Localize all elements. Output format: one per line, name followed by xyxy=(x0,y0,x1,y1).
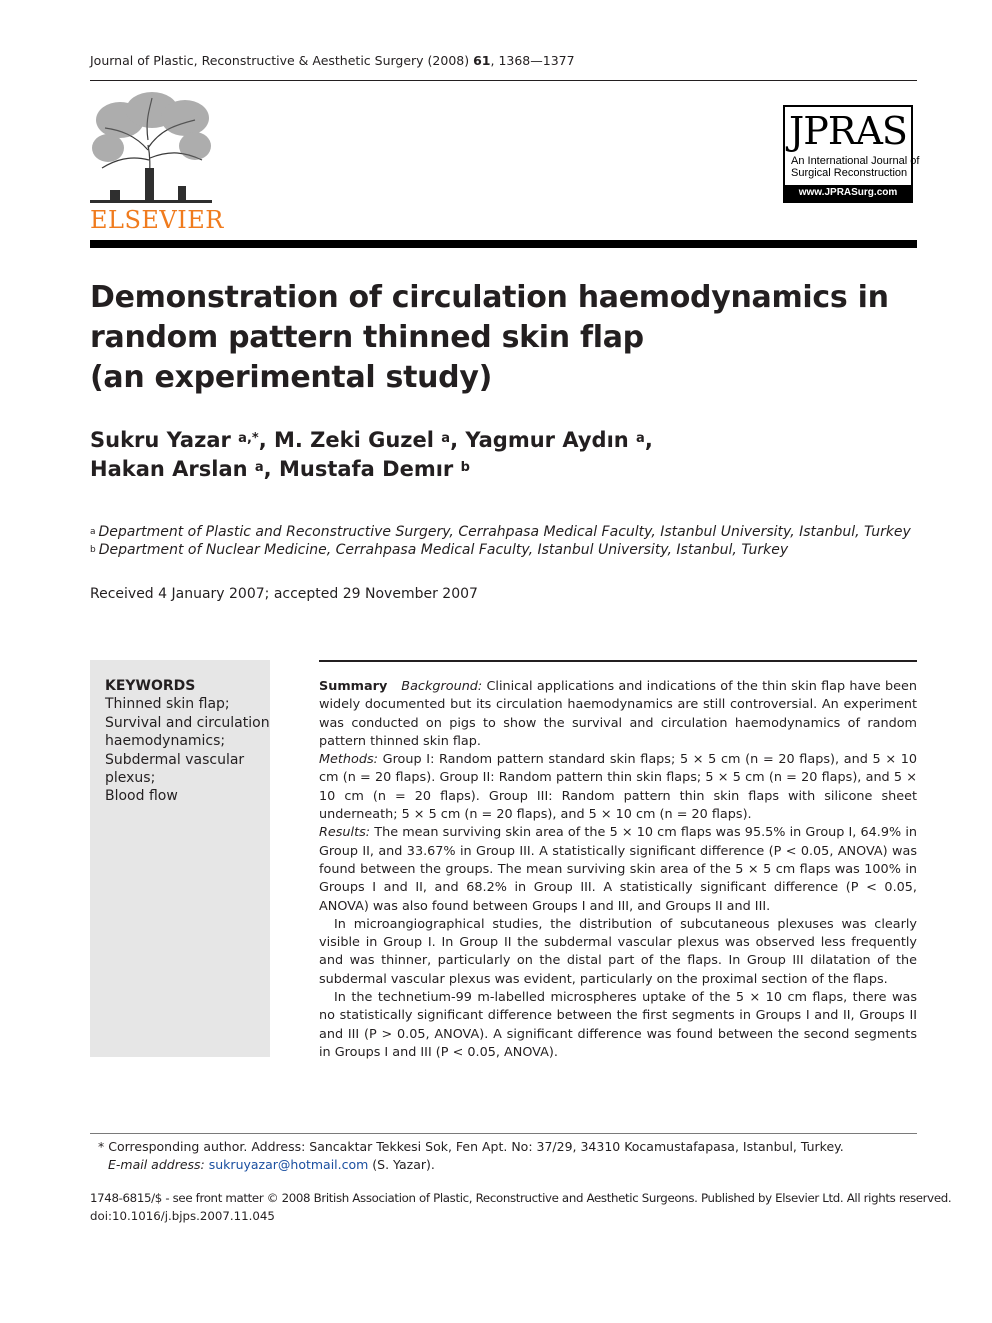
summary-results xyxy=(319,824,917,915)
author-affiliation-mark: a,* xyxy=(238,431,259,446)
doi-link[interactable]: doi:10.1016/j.bjps.2007.11.045 xyxy=(90,1208,275,1223)
title-line: (an experimental study) xyxy=(90,360,493,395)
email-link[interactable]: sukruyazar@hotmail.com xyxy=(208,1156,369,1172)
affiliation-text: Department of Nuclear Medicine, Cerrahpasa Medical Faculty, Istanbul University, Istanbul, Turkey xyxy=(98,542,789,558)
masthead-rule xyxy=(90,240,917,248)
author-name: Mustafa Demır xyxy=(278,457,454,481)
author-affiliation-mark: a xyxy=(441,431,451,446)
journal-name: Journal of Plastic, Reconstructive & Aesthetic Surgery (2008) xyxy=(90,53,474,68)
author-name: Sukru Yazar xyxy=(90,428,231,452)
summary-background xyxy=(319,678,917,751)
methods-label: Methods: xyxy=(319,752,378,768)
email-suffix: (S. Yazar). xyxy=(368,1156,435,1172)
methods-text: Group I: Random pattern standard skin flaps; 5 × 5 cm (n = 20 flaps), and 5 × 10 cm (n = 20 flaps). Group II: Random pattern thin skin flaps; 5 × 5 cm (n = 20 flaps), and 5 × 10 cm (n = 20 flaps). Group III: Random pattern thin skin flaps with silicone sheet underneath; 5 × 5 cm (n = 20 flaps), and 5 × 10 cm (n = 20 flaps). xyxy=(319,752,917,823)
results-label: Results: xyxy=(319,825,371,841)
background-label: Background: xyxy=(401,679,483,694)
jpras-subtitle-line1: An International Journal of xyxy=(791,155,920,167)
keyword-item: Survival and circulation xyxy=(105,714,270,731)
summary-paragraph: In microangiographical studies, the distribution of subcutaneous plexuses was clearly visible in Group I. In Group II the subdermal vascular plexus was observed less frequently and was thinner, particularly on the distal part of the flaps. In Group III dilatation of the subdermal vascular plexus was evident, particularly on the proximal section of the flaps. xyxy=(319,916,917,987)
affiliation-mark: b xyxy=(90,545,96,555)
journal-citation xyxy=(90,53,575,68)
jpras-logo-url: www.JPRASurg.com xyxy=(785,185,911,201)
author-line xyxy=(90,455,917,484)
keyword-item: Blood flow xyxy=(105,788,178,805)
copyright-line: 1748-6815/$ - see front matter © 2008 British Association of Plastic, Reconstructive and Aesthetic Surgeons. Published by Elsevier Ltd. All rights reserved. xyxy=(90,1191,952,1205)
received-dates: Received 4 January 2007; accepted 29 November 2007 xyxy=(90,586,478,602)
author-separator: , xyxy=(450,428,466,452)
background-text: Clinical applications and indications of the thin skin flap have been widely documented but its circulation haemodynamics are still controversial. An experiment was conducted on pigs to show the survival and circulation haemodynamics of random pattern thinned skin flap. xyxy=(319,679,917,749)
summary-rule xyxy=(319,660,917,662)
title-line: random pattern thinned skin flap xyxy=(90,320,644,355)
author-separator: , xyxy=(644,428,653,452)
author-affiliation-mark: a xyxy=(254,460,264,475)
jpras-subtitle-line2: Surgical Reconstruction xyxy=(791,167,908,179)
affiliation xyxy=(90,541,917,559)
summary-label: Summary xyxy=(319,679,388,694)
author-name: Yagmur Aydın xyxy=(465,428,629,452)
journal-pages: , 1368—1377 xyxy=(490,53,575,68)
footnote-rule xyxy=(90,1133,917,1134)
affiliation-mark: a xyxy=(90,527,96,537)
author-name: Hakan Arslan xyxy=(90,457,248,481)
affiliation-text: Department of Plastic and Reconstructive Surgery, Cerrahpasa Medical Faculty, Istanbul University, Istanbul, Turkey xyxy=(98,524,911,540)
jpras-logo xyxy=(783,105,920,203)
keyword-item: Thinned skin flap; xyxy=(105,696,230,713)
email-label: E-mail address: xyxy=(108,1156,205,1172)
article-title xyxy=(90,278,917,398)
keyword-item: plexus; xyxy=(105,770,156,787)
keywords-list xyxy=(105,677,270,806)
corresponding-footnote xyxy=(98,1138,844,1173)
abstract-summary xyxy=(319,678,917,1062)
affiliation xyxy=(90,523,917,541)
summary-paragraph: In the technetium-99 m-labelled microspheres uptake of the 5 × 10 cm flaps, there was no statistically significant difference between the first segments in Groups I and II, Groups II and III (P > 0.05, ANOVA). A significant difference was found between the second segments in Groups I and III (P < 0.05, ANOVA). xyxy=(319,990,917,1060)
keyword-item: Subdermal vascular xyxy=(105,751,245,768)
summary-methods xyxy=(319,751,917,824)
author-line xyxy=(90,426,917,455)
keyword-item: haemodynamics; xyxy=(105,733,226,750)
email-line xyxy=(98,1156,844,1174)
copyright-block xyxy=(90,1190,952,1225)
journal-volume: 61 xyxy=(473,53,491,68)
author-affiliation-mark: a xyxy=(636,431,645,446)
elsevier-wordmark: ELSEVIER xyxy=(90,206,224,234)
author-separator: , xyxy=(258,428,274,452)
corresponding-author: * Corresponding author. Address: Sancaktar Tekkesi Sok, Fen Apt. No: 37/29, 34310 Kocamustafapasa, Istanbul, Turkey. xyxy=(98,1139,844,1154)
author-name: M. Zeki Guzel xyxy=(273,428,434,452)
keywords-box xyxy=(90,660,270,1057)
title-line: Demonstration of circulation haemodynamics in xyxy=(90,280,889,315)
keywords-heading: KEYWORDS xyxy=(105,678,196,694)
jpras-logo-letters: JPRAS xyxy=(789,109,907,153)
jpras-logo-subtitle xyxy=(791,155,919,179)
header-rule xyxy=(90,80,917,81)
elsevier-tree-icon xyxy=(90,90,212,205)
results-text: The mean surviving skin area of the 5 × 10 cm flaps was 95.5% in Group I, 64.9% in Group II, and 33.67% in Group III. A statistically significant difference (P < 0.05, ANOVA) was found between the groups. The mean surviving skin area of the 5 × 5 cm flaps was 100% in Groups I and II, and 68.2% in Group III. A statistically significant difference (P < 0.05, ANOVA) was also found between Groups I and III, and Groups II and III. xyxy=(319,825,917,914)
author-list xyxy=(90,426,917,484)
author-affiliation-mark: b xyxy=(460,460,470,475)
author-separator: , xyxy=(263,457,279,481)
